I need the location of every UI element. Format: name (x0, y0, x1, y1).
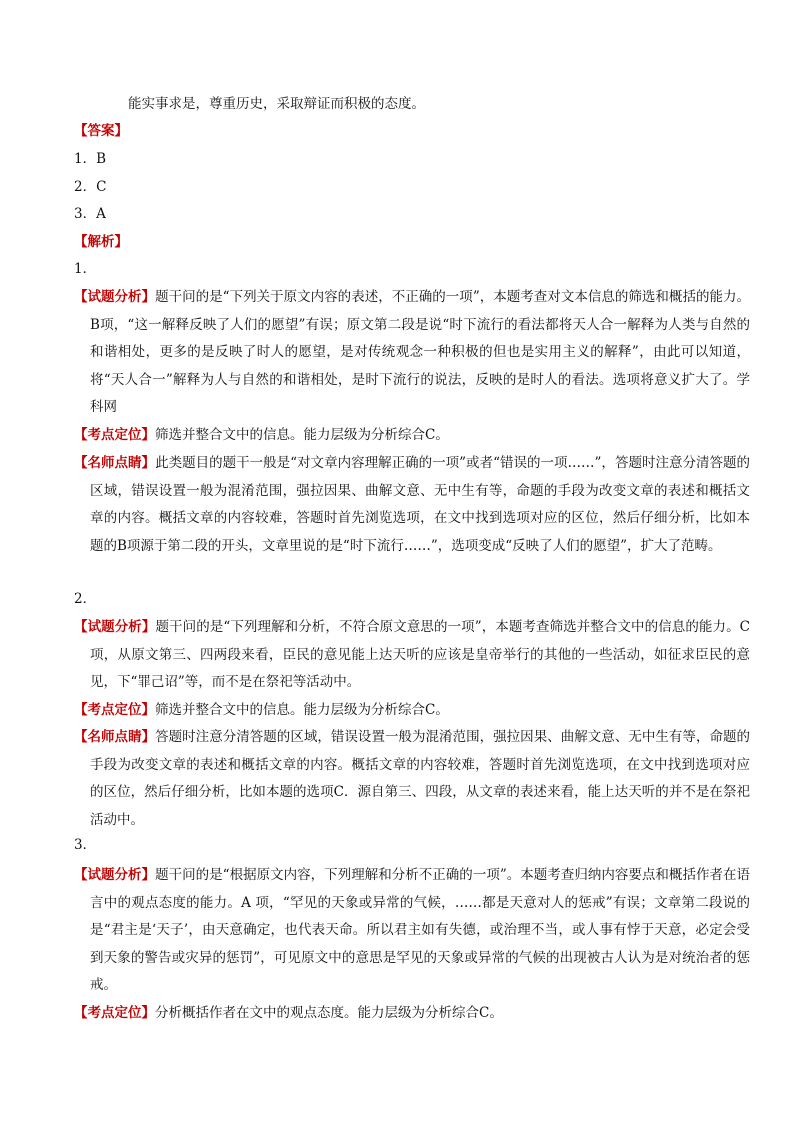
analysis-header: 【解析】 (74, 234, 128, 250)
q2-analysis-text: 题干问的是“下列理解和分析，不符合原文意思的一项”，本题考查筛选并整合文中的信息的能力。C项，从原文第三、四两段来看，臣民的意见能上达天听的应该是皇帝举行的其他的一些活动，如征求臣民的意见，下“罪己诏”等，而不是在祭祀等活动中。 (90, 619, 750, 690)
q2-point-tag: 【考点定位】 (74, 702, 155, 718)
q2-tip-tag: 【名师点睛】 (74, 729, 156, 745)
q1-point (74, 422, 750, 450)
q1-analysis-text: 题干问的是“下列关于原文内容的表述，不正确的一项”，本题考查对文本信息的筛选和概括的能力。B项，“这一解释反映了人们的愿望”有误；原文第二段是说“时下流行的看法都将天人合一解释为人类与自然的和谐相处，更多的是反映了时人的愿望，是对传统观念一种积极的但也是实用主义的解释”，由此可以知道，将“天人合一”解释为人与自然的和谐相处，是时下流行的说法，反映的是时人的看法。选项将意义扩大了。学科网 (90, 289, 751, 415)
q2-point-text: 筛选并整合文中的信息。能力层级为分析综合C。 (155, 702, 449, 718)
answer-header: 【答案】 (74, 123, 128, 139)
q1-analysis (74, 284, 750, 422)
q3-analysis-text: 题干问的是“根据原文内容，下列理解和分析不正确的一项”。本题考查归纳内容要点和概括作者在语言中的观点态度的能力。A 项，“罕见的天象或异常的气候，……都是天意对人的惩戒”有误；文章第二段说的是“君主是‘天子’，由天意确定，也代表天命。所以君主如有失德，或治理不当，或人事有悖于天意，必定会受到天象的警告或灾异的惩罚”，可见原文中的意思是罕见的天象或异常的气候的出现被古人认为是对统治者的惩戒。 (90, 867, 751, 993)
q2-point (74, 697, 750, 725)
q2-tip (74, 724, 750, 834)
answer-3: 3．A (74, 206, 106, 222)
answer-1: 1．B (74, 151, 107, 167)
q1-tip-text: 此类题目的题干一般是“对文章内容理解正确的一项”或者“错误的一项……”，答题时注意分清答题的区域，错误设置一般为混淆范围，强拉因果、曲解文意、无中生有等，命题的手段为改变文章的表述和概括文章的内容。概括文章的内容较难，答题时首先浏览选项，在文中找到选项对应的区位，然后仔细分析，比如本题的B项源于第二段的开头，文章里说的是“时下流行……”，选项变成“反映了人们的愿望”，扩大了范畴。 (90, 455, 751, 554)
q2-number: 2． (74, 591, 97, 607)
q1-tip (74, 450, 750, 560)
q1-number: 1． (74, 261, 97, 277)
q1-point-text: 筛选并整合文中的信息。能力层级为分析综合C。 (155, 427, 449, 443)
q3-analysis-tag: 【试题分析】 (74, 867, 156, 883)
q1-tip-tag: 【名师点睛】 (74, 455, 156, 471)
lead-line: 能实事求是，尊重历史，采取辩证而积极的态度。 (128, 96, 425, 112)
q3-analysis (74, 862, 750, 1000)
q3-number: 3． (74, 837, 97, 853)
q2-analysis (74, 614, 750, 697)
q2-analysis-tag: 【试题分析】 (74, 619, 156, 635)
answer-2: 2．C (74, 179, 107, 195)
q1-point-tag: 【考点定位】 (74, 427, 155, 443)
q3-point-text: 分析概括作者在文中的观点态度。能力层级为分析综合C。 (155, 1005, 503, 1021)
q3-point (74, 1000, 750, 1028)
q3-point-tag: 【考点定位】 (74, 1005, 155, 1021)
q1-analysis-tag: 【试题分析】 (74, 289, 156, 305)
q2-tip-text: 答题时注意分清答题的区域，错误设置一般为混淆范围，强拉因果、曲解文意、无中生有等，命题的手段为改变文章的表述和概括文章的内容。概括文章的内容较难，答题时首先浏览选项，在文中找到选项对应的区位，然后仔细分析，比如本题的选项C．源自第三、四段，从文章的表述来看，能上达天听的并不是在祭祀活动中。 (90, 729, 751, 828)
